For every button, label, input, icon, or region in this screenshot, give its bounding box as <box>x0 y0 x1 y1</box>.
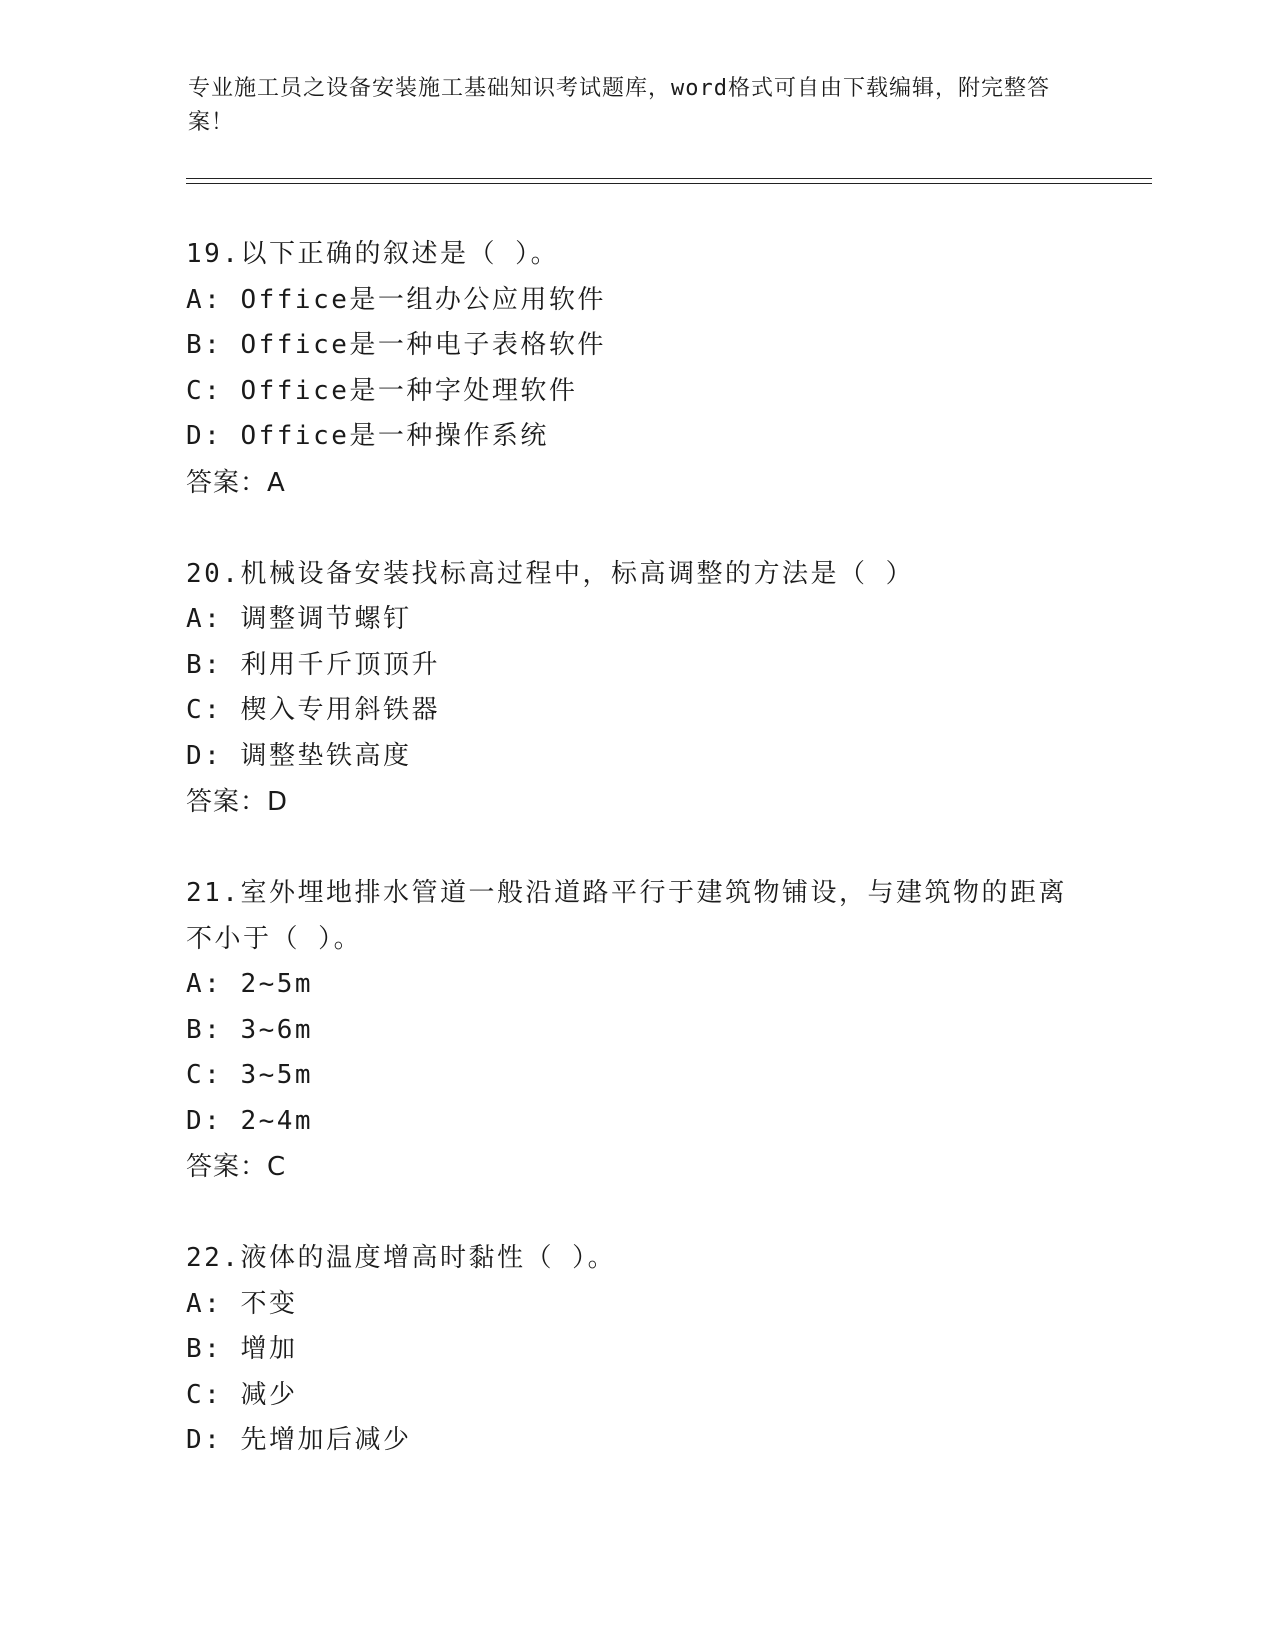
header-divider-top <box>186 178 1152 179</box>
question-21 <box>186 871 1086 1190</box>
question-19 <box>186 232 1086 506</box>
question-list <box>186 232 1086 1510</box>
option-a: A: 不变 <box>186 1288 298 1319</box>
header-divider-bottom <box>186 183 1152 184</box>
question-stem: 19.以下正确的叙述是（ ）。 <box>186 239 560 269</box>
option-c: C: 减少 <box>186 1379 298 1410</box>
question-22 <box>186 1236 1086 1464</box>
option-a: A: 调整调节螺钉 <box>186 604 412 634</box>
document-header <box>188 72 1068 140</box>
question-stem: 22.液体的温度增高时黏性（ ）。 <box>186 1243 617 1273</box>
answer-label: 答案：D <box>186 787 289 817</box>
header-text: 专业施工员之设备安装施工基础知识考试题库，word格式可自由下载编辑，附完整答案！ <box>188 76 1050 135</box>
option-d: D: 调整垫铁高度 <box>186 740 412 771</box>
question-stem: 21.室外埋地排水管道一般沿道路平行于建筑物铺设，与建筑物的距离不小于（ ）。 <box>186 878 1067 954</box>
option-d: D: 先增加后减少 <box>186 1425 412 1455</box>
option-c: C: Office是一种字处理软件 <box>186 375 578 406</box>
option-b: B: 3~6m <box>186 1014 314 1045</box>
question-20 <box>186 552 1086 826</box>
option-a: A: Office是一组办公应用软件 <box>186 284 606 315</box>
question-stem: 20.机械设备安装找标高过程中，标高调整的方法是（ ） <box>186 558 915 589</box>
option-a: A: 2~5m <box>186 969 314 999</box>
answer-label: 答案：A <box>186 467 286 498</box>
option-b: B: 利用千斤顶顶升 <box>186 649 440 680</box>
option-d: D: Office是一种操作系统 <box>186 421 549 451</box>
answer-label: 答案：C <box>186 1152 287 1182</box>
option-d: D: 2~4m <box>186 1105 314 1136</box>
option-c: C: 3~5m <box>186 1060 314 1090</box>
option-b: B: 增加 <box>186 1334 298 1364</box>
option-b: B: Office是一种电子表格软件 <box>186 330 606 360</box>
option-c: C: 楔入专用斜铁器 <box>186 695 440 725</box>
